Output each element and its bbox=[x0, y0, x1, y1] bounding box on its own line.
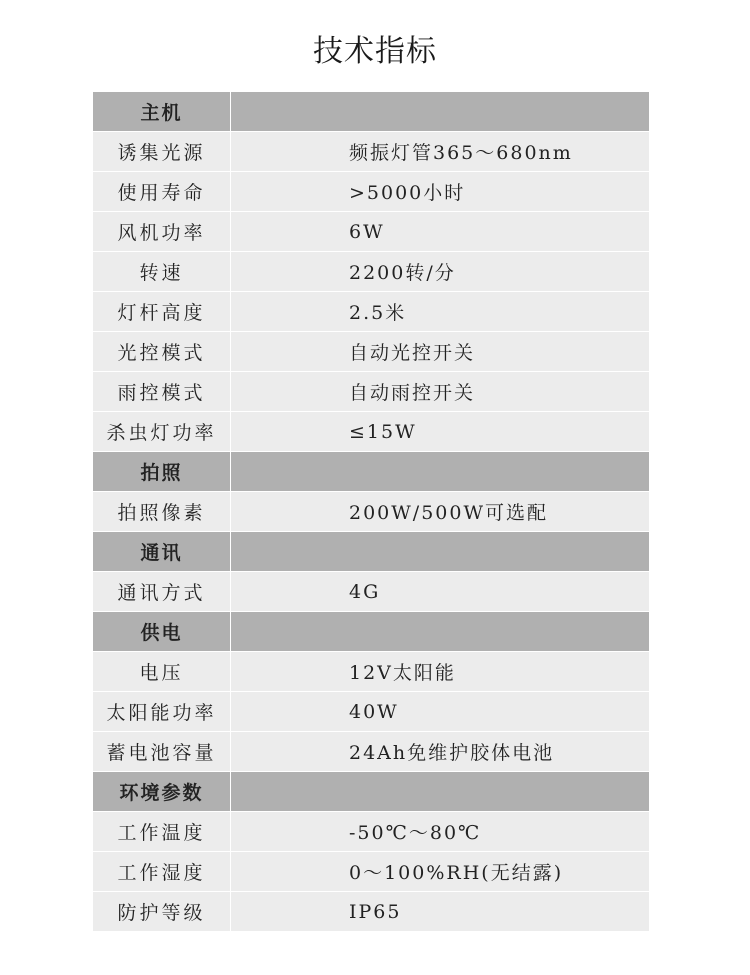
table-row bbox=[93, 692, 649, 732]
spec-value: 自动雨控开关 bbox=[231, 372, 650, 412]
page-title: 技术指标 bbox=[313, 34, 437, 69]
table-row bbox=[93, 252, 649, 292]
spec-table bbox=[93, 92, 649, 932]
spec-value: 4G bbox=[231, 572, 650, 612]
spec-value: 自动光控开关 bbox=[231, 332, 650, 372]
spec-key: 工作湿度 bbox=[93, 852, 231, 892]
spec-key: 杀虫灯功率 bbox=[93, 412, 231, 452]
spec-key: 转速 bbox=[93, 252, 231, 292]
spec-value: 12V太阳能 bbox=[231, 652, 650, 692]
section-name: 供电 bbox=[93, 612, 231, 652]
spec-value: 0～100%RH(无结露) bbox=[231, 852, 650, 892]
table-row bbox=[93, 852, 649, 892]
table-row bbox=[93, 292, 649, 332]
section-blank bbox=[231, 772, 650, 812]
spec-value: 频振灯管365～680nm bbox=[231, 132, 650, 172]
spec-key: 太阳能功率 bbox=[93, 692, 231, 732]
spec-value: IP65 bbox=[231, 892, 650, 932]
spec-value: -50℃～80℃ bbox=[231, 812, 650, 852]
spec-value: >5000小时 bbox=[231, 172, 650, 212]
section-blank bbox=[231, 532, 650, 572]
spec-key: 使用寿命 bbox=[93, 172, 231, 212]
section-header-host bbox=[93, 92, 649, 132]
spec-key: 诱集光源 bbox=[93, 132, 231, 172]
section-blank bbox=[231, 452, 650, 492]
table-row bbox=[93, 652, 649, 692]
spec-key: 光控模式 bbox=[93, 332, 231, 372]
section-header-environment bbox=[93, 772, 649, 812]
spec-value: 24Ah免维护胶体电池 bbox=[231, 732, 650, 772]
spec-key: 电压 bbox=[93, 652, 231, 692]
section-header-communication bbox=[93, 532, 649, 572]
section-header-photo bbox=[93, 452, 649, 492]
spec-value: 2200转/分 bbox=[231, 252, 650, 292]
section-header-power bbox=[93, 612, 649, 652]
table-row bbox=[93, 732, 649, 772]
spec-value: 40W bbox=[231, 692, 650, 732]
section-name: 主机 bbox=[93, 92, 231, 132]
table-row bbox=[93, 172, 649, 212]
table-row bbox=[93, 372, 649, 412]
table-row bbox=[93, 332, 649, 372]
table-row bbox=[93, 212, 649, 252]
section-blank bbox=[231, 92, 650, 132]
spec-key: 拍照像素 bbox=[93, 492, 231, 532]
spec-key: 工作温度 bbox=[93, 812, 231, 852]
table-row bbox=[93, 492, 649, 532]
section-name: 环境参数 bbox=[93, 772, 231, 812]
spec-key: 蓄电池容量 bbox=[93, 732, 231, 772]
spec-value: 6W bbox=[231, 212, 650, 252]
section-name: 拍照 bbox=[93, 452, 231, 492]
table-row bbox=[93, 812, 649, 852]
spec-value: 200W/500W可选配 bbox=[231, 492, 650, 532]
section-name: 通讯 bbox=[93, 532, 231, 572]
table-row bbox=[93, 572, 649, 612]
spec-key: 灯杆高度 bbox=[93, 292, 231, 332]
spec-value: 2.5米 bbox=[231, 292, 650, 332]
spec-key: 通讯方式 bbox=[93, 572, 231, 612]
table-row bbox=[93, 892, 649, 932]
spec-key: 雨控模式 bbox=[93, 372, 231, 412]
spec-key: 防护等级 bbox=[93, 892, 231, 932]
table-row bbox=[93, 132, 649, 172]
section-blank bbox=[231, 612, 650, 652]
table-row bbox=[93, 412, 649, 452]
spec-value: ≤15W bbox=[231, 412, 650, 452]
spec-key: 风机功率 bbox=[93, 212, 231, 252]
